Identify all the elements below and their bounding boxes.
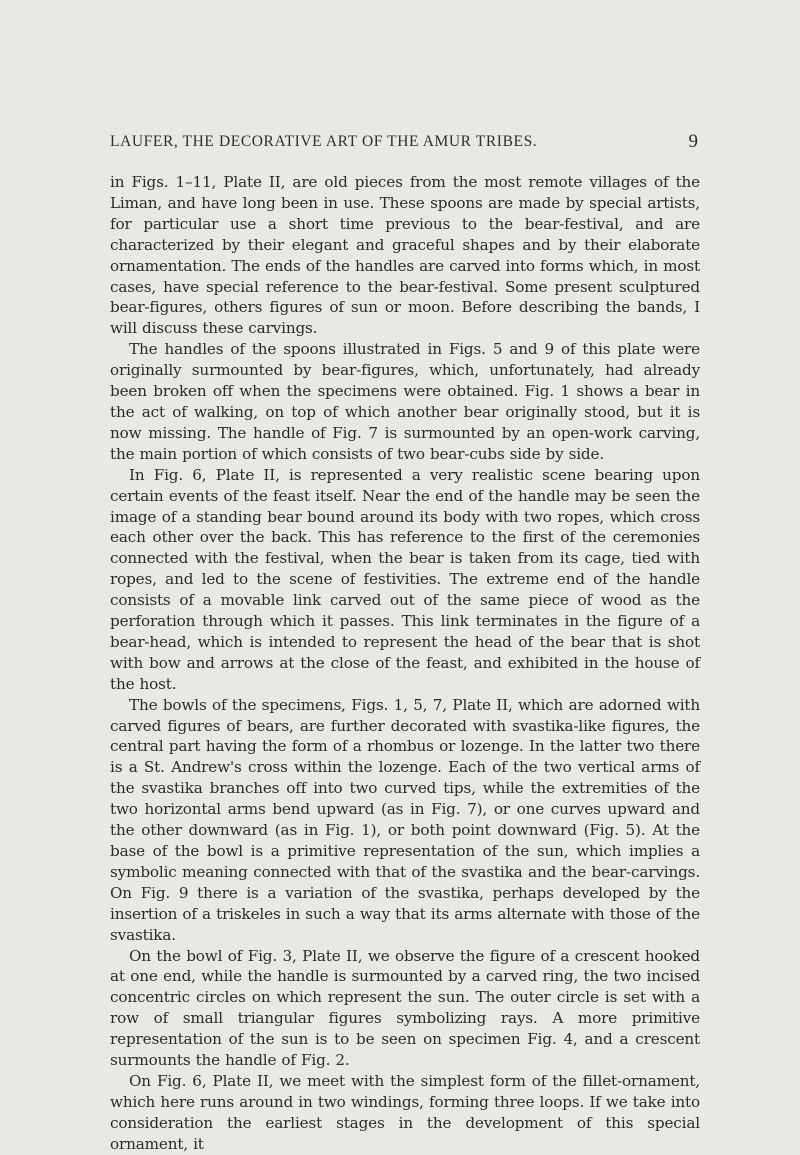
paragraph-5: On the bowl of Fig. 3, Plate II, we observe the figure of a crescent hooked at one end, while the handle is surmounted by a carved ring, the two incised concentric circles on which represent the sun. The outer circle is set with a row of small triangular figures symbolizing rays. A more primitive representation of the sun is to be seen on specimen Fig. 4, and a crescent surmounts the handle of Fig. 2. (110, 946, 700, 1070)
running-title: LAUFER, THE DECORATIVE ART OF THE AMUR TRIBES. (110, 133, 538, 150)
body-text (110, 172, 700, 1155)
paragraph-1: in Figs. 1–11, Plate II, are old pieces from the most remote villages of the Liman, and have long been in use. These spoons are made by special artists, for particular use a short time previous to the bear-festival, and are characterized by their elegant and graceful shapes and by their elaborate ornamentation. The ends of the handles are carved into forms which, in most cases, have special reference to the bear-festival. Some present sculptured bear-figures, others figures of sun or moon. Before describing the bands, I will discuss these carvings. (110, 173, 700, 338)
paragraph-6: On Fig. 6, Plate II, we meet with the simplest form of the fillet-ornament, which here runs around in two windings, forming three loops. If we take into consideration the earliest stages in the development of this special ornament, it (110, 1071, 700, 1153)
paragraph-3: In Fig. 6, Plate II, is represented a very realistic scene bearing upon certain events of the feast itself. Near the end of the handle may be seen the image of a standing bear bound around its body with two ropes, which cross each other over the back. This has reference to the first of the ceremonies connected with the festival, when the bear is taken from its cage, tied with ropes, and led to the scene of festivities. The extreme end of the handle consists of a movable link carved out of the same piece of wood as the perforation through which it passes. This link terminates in the figure of a bear-head, which is intended to represent the head of the bear that is shot with bow and arrows at the close of the feast, and exhibited in the house of the host. (110, 465, 700, 693)
running-header (110, 133, 700, 155)
paragraph-2: The handles of the spoons illustrated in Figs. 5 and 9 of this plate were originally surmounted by bear-figures, which, unfortunately, had already been broken off when the specimens were obtained. Fig. 1 shows a bear in the act of walking, on top of which another bear originally stood, but it is now missing. The handle of Fig. 7 is surmounted by an open-work carving, the main portion of which consists of two bear-cubs side by side. (110, 340, 700, 463)
page-number: 9 (688, 131, 698, 152)
paragraph-4: The bowls of the specimens, Figs. 1, 5, 7, Plate II, which are adorned with carved figures of bears, are further decorated with svastika-like figures, the central part having the form of a rhombus or lozenge. In the latter two there is a St. Andrew's cross within the lozenge. Each of the two vertical arms of the svastika branches off into two curved tips, while the extremities of the two horizontal arms bend upward (as in Fig. 7), or one curves upward and the other downward (as in Fig. 1), or both point downward (Fig. 5). At the base of the bowl is a primitive representation of the sun, which implies a symbolic meaning connected with that of the svastika and the bear-carvings. On Fig. 9 there is a variation of the svastika, perhaps developed by the insertion of a triskeles in such a way that its arms alternate with those of the svastika. (110, 695, 700, 944)
